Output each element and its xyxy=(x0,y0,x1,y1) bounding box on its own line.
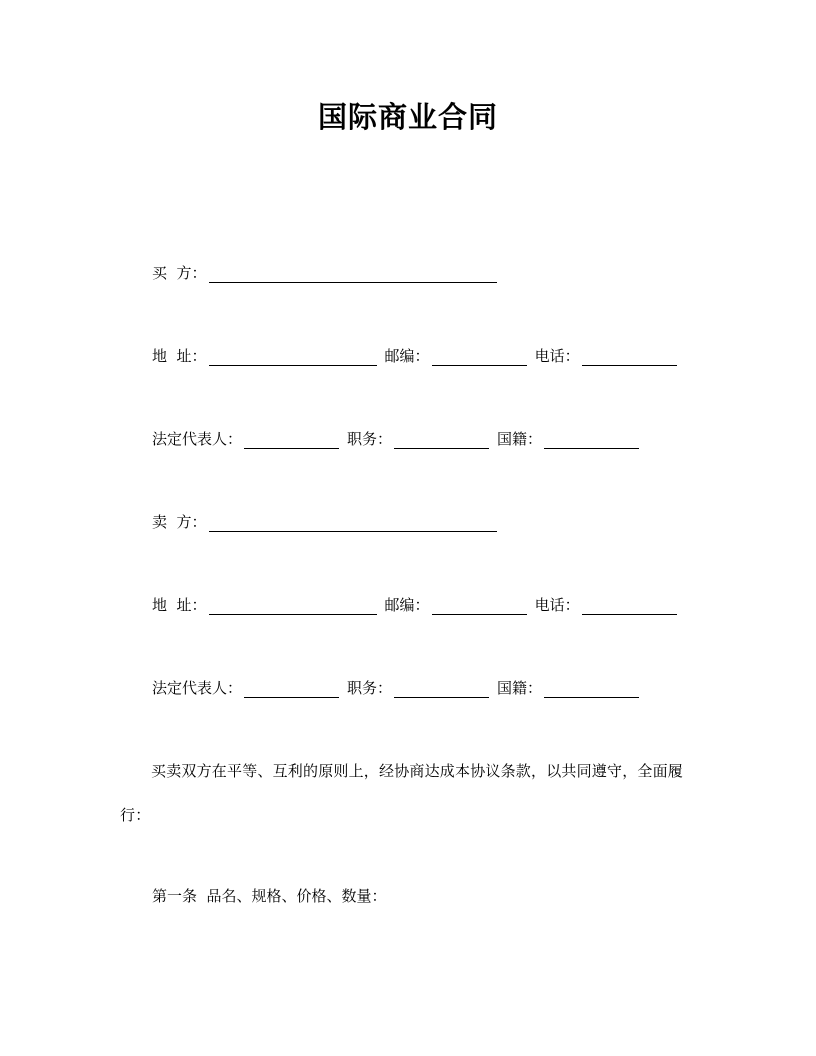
buyer-label: 买 方： xyxy=(152,264,207,282)
buyer-blank xyxy=(209,266,497,283)
buyer-legal-rep-label: 法定代表人： xyxy=(152,430,243,448)
seller-blank xyxy=(209,515,497,532)
buyer-position-blank xyxy=(394,432,489,449)
buyer-postcode-blank xyxy=(432,349,527,366)
buyer-address-label: 地 址： xyxy=(152,347,207,365)
seller-postcode-blank xyxy=(432,598,527,615)
seller-address-line xyxy=(152,595,685,615)
buyer-nationality-label: 国籍： xyxy=(497,430,543,448)
seller-address-blank xyxy=(209,598,377,615)
seller-nationality-label: 国籍： xyxy=(497,679,543,697)
seller-legal-rep-line xyxy=(152,678,647,698)
document-title: 国际商业合同 xyxy=(317,100,498,134)
buyer-legal-rep-blank xyxy=(244,432,339,449)
seller-phone-label: 电话： xyxy=(534,596,580,614)
buyer-phone-blank xyxy=(582,349,677,366)
buyer-position-label: 职务： xyxy=(347,430,393,448)
buyer-nationality-blank xyxy=(544,432,639,449)
buyer-address-line xyxy=(152,346,685,366)
seller-position-blank xyxy=(394,681,489,698)
seller-nationality-blank xyxy=(544,681,639,698)
seller-legal-rep-label: 法定代表人： xyxy=(152,679,243,697)
intro-paragraph: 买卖双方在平等、互利的原则上，经协商达成本协议条款，以共同遵守，全面履行： xyxy=(120,762,684,824)
buyer-phone-label: 电话： xyxy=(534,347,580,365)
seller-line xyxy=(152,512,505,532)
buyer-legal-rep-line xyxy=(152,429,647,449)
buyer-address-blank xyxy=(209,349,377,366)
seller-phone-blank xyxy=(582,598,677,615)
buyer-postcode-label: 邮编： xyxy=(384,347,430,365)
article-1-heading: 第一条 品名、规格、价格、数量： xyxy=(152,887,387,905)
buyer-line xyxy=(152,263,505,283)
seller-address-label: 地 址： xyxy=(152,596,207,614)
seller-postcode-label: 邮编： xyxy=(384,596,430,614)
seller-position-label: 职务： xyxy=(347,679,393,697)
seller-legal-rep-blank xyxy=(244,681,339,698)
seller-label: 卖 方： xyxy=(152,513,207,531)
